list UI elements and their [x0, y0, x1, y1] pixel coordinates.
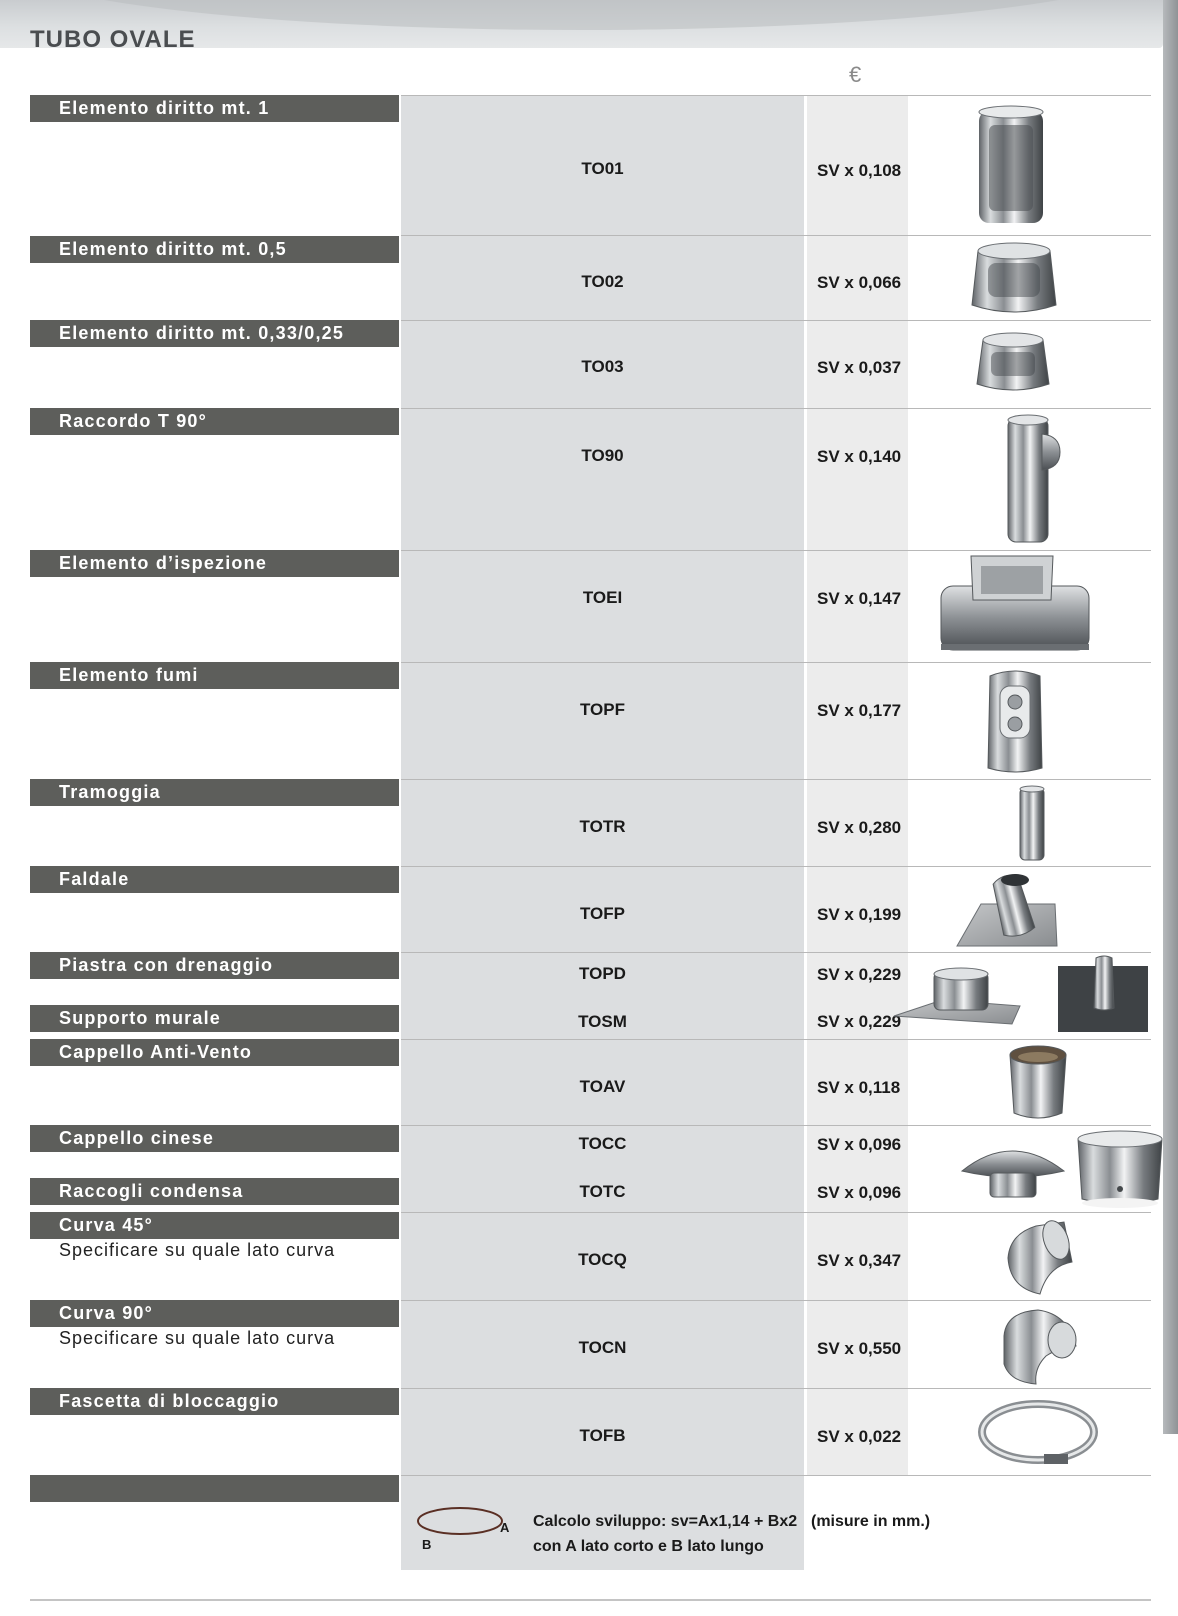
table-row: [30, 1212, 1151, 1300]
currency-symbol: €: [849, 62, 862, 87]
chinese-cap-image: [960, 1135, 1066, 1201]
product-label: Cappello Anti-Vento: [30, 1039, 399, 1066]
product-label: Fascetta di bloccaggio: [30, 1388, 399, 1415]
product-label: Elemento fumi: [30, 662, 399, 689]
product-price: SV x 0,066: [817, 273, 902, 292]
product-price: SV x 0,118: [817, 1078, 901, 1097]
product-code: TOFB: [579, 1426, 626, 1445]
product-label: Raccogli condensa: [30, 1178, 399, 1205]
product-label: Faldale: [30, 866, 399, 893]
product-note: Specificare su quale lato curva: [59, 1240, 336, 1260]
locking-band-image: [976, 1396, 1100, 1472]
product-price: SV x 0,229: [817, 1012, 902, 1031]
product-label: Curva 90°: [30, 1300, 399, 1327]
elbow-45-image: [1000, 1218, 1076, 1298]
product-code: TOPF: [579, 700, 626, 719]
table-row: [30, 662, 1151, 779]
table-row: [30, 1039, 1151, 1125]
bottom-rule: [30, 1599, 1151, 1601]
product-label: Tramoggia: [30, 779, 399, 806]
table-row: [30, 235, 1151, 320]
product-label: Curva 45°: [30, 1212, 399, 1239]
product-label: Elemento d’ispezione: [30, 550, 399, 577]
product-code: TOCQ: [578, 1250, 627, 1269]
product-code: TO01: [581, 159, 624, 178]
table-row: [30, 1475, 1151, 1570]
product-note: Specificare su quale lato curva: [59, 1328, 336, 1348]
product-code: TOEI: [582, 588, 623, 607]
product-price: SV x 0,022: [817, 1427, 902, 1446]
product-price: SV x 0,229: [817, 965, 902, 984]
table-row: [30, 779, 1151, 866]
straight-pipe-half-m-image: [968, 239, 1060, 317]
table-row: [30, 320, 1151, 408]
product-price: SV x 0,096: [817, 1135, 902, 1154]
units-note: (misure in mm.): [811, 1513, 931, 1530]
product-price: SV x 0,140: [817, 447, 902, 466]
table-row: [30, 95, 1151, 235]
flashing-image: [955, 870, 1059, 948]
hopper-image: [1015, 784, 1049, 864]
straight-pipe-short-image: [973, 330, 1053, 396]
product-code: TO90: [581, 446, 624, 465]
product-price: SV x 0,550: [817, 1339, 902, 1358]
footer-label-bar: [30, 1475, 399, 1502]
diagram-label-a: A: [500, 1520, 510, 1535]
product-price: SV x 0,108: [817, 161, 902, 180]
product-label: Piastra con drenaggio: [30, 952, 399, 979]
product-label: Raccordo T 90°: [30, 408, 399, 435]
product-code: TOFP: [579, 904, 626, 923]
table-row: [30, 1125, 1151, 1212]
product-code: TO03: [581, 357, 624, 376]
product-label: Cappello cinese: [30, 1125, 399, 1152]
product-price: SV x 0,096: [817, 1183, 902, 1202]
product-price: SV x 0,037: [817, 358, 902, 377]
product-code: TOCC: [578, 1134, 627, 1153]
oval-section-diagram: [410, 1507, 516, 1551]
table-row: [30, 1300, 1151, 1388]
table-row: [30, 550, 1151, 662]
formula-line-2: con A lato corto e B lato lungo: [533, 1538, 764, 1555]
elbow-90-image: [998, 1306, 1082, 1386]
product-label: Supporto murale: [30, 1005, 399, 1032]
product-price: SV x 0,199: [817, 905, 902, 924]
flue-element-image: [980, 668, 1050, 776]
product-label: Elemento diritto mt. 0,33/0,25: [30, 320, 399, 347]
drainage-plate-image: [892, 960, 1022, 1030]
product-code: TOSM: [578, 1012, 627, 1031]
diagram-label-b: B: [422, 1537, 432, 1551]
product-code: TOPD: [579, 964, 626, 983]
page-edge-bar: [1163, 0, 1178, 1434]
product-price: SV x 0,347: [817, 1251, 902, 1270]
product-code: TO02: [581, 272, 624, 291]
wall-support-image: [1056, 954, 1150, 1034]
inspection-element-image: [935, 552, 1093, 660]
product-label: Elemento diritto mt. 1: [30, 95, 399, 122]
product-code: TOCN: [578, 1338, 627, 1357]
formula-line-1: Calcolo sviluppo: sv=Ax1,14 + Bx2: [533, 1513, 798, 1530]
product-code: TOTC: [579, 1182, 626, 1201]
product-code: TOTR: [579, 817, 626, 836]
condensate-collector-image: [1074, 1129, 1166, 1209]
t-fitting-90-image: [998, 412, 1062, 546]
product-price: SV x 0,177: [817, 701, 902, 720]
product-code: TOAV: [579, 1077, 626, 1096]
straight-pipe-1m-image: [975, 103, 1047, 229]
table-row: [30, 1388, 1151, 1475]
page-title: TUBO OVALE: [30, 26, 196, 53]
anti-wind-cap-image: [1006, 1043, 1070, 1123]
product-label: Elemento diritto mt. 0,5: [30, 236, 399, 263]
table-row: [30, 408, 1151, 550]
table-row: [30, 866, 1151, 952]
table-row: [30, 952, 1151, 1039]
product-price: SV x 0,147: [817, 589, 902, 608]
product-price: SV x 0,280: [817, 818, 902, 837]
